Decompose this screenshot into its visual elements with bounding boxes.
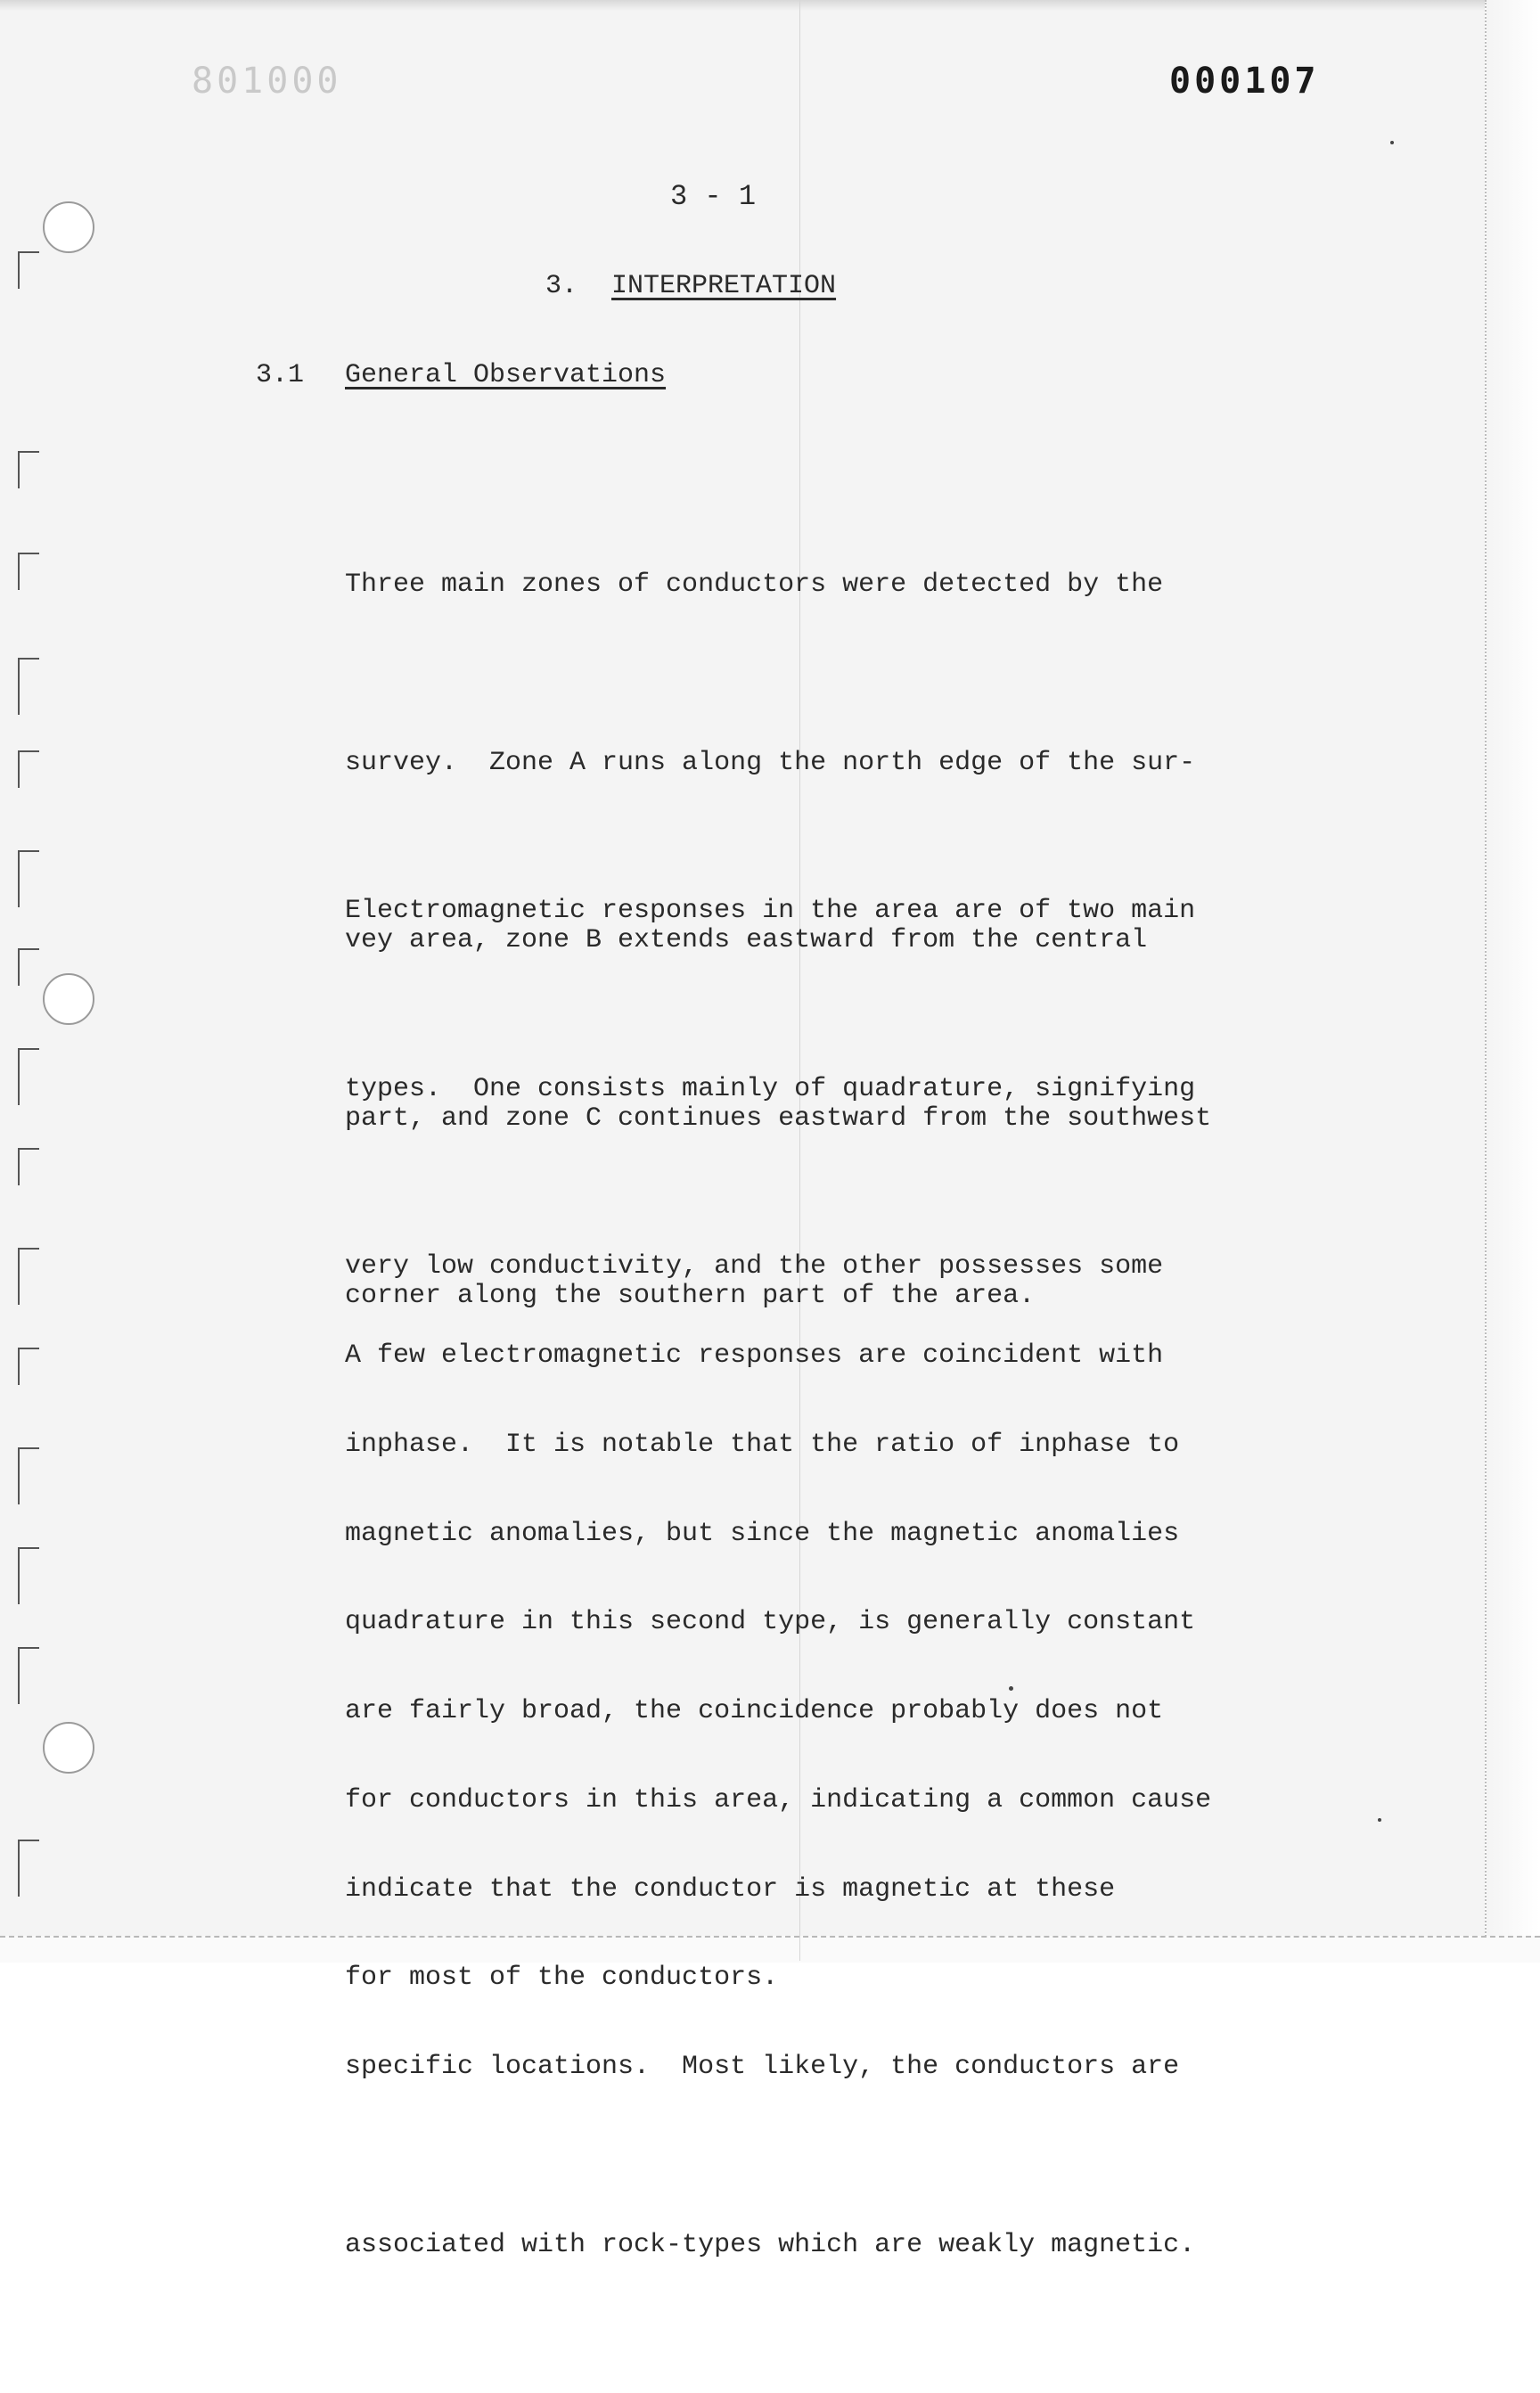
subsection-heading bbox=[256, 360, 666, 390]
subsection-number: 3.1 bbox=[256, 360, 305, 390]
punch-hole bbox=[43, 1722, 94, 1774]
paragraph-line: vey area, zone B extends eastward from the central bbox=[345, 925, 1148, 955]
paragraph-line: for most of the conductors. bbox=[345, 1963, 779, 1993]
binder-tick bbox=[18, 1248, 39, 1305]
binder-tick bbox=[18, 1547, 39, 1604]
binder-tick bbox=[18, 1348, 39, 1385]
paragraph-line: corner along the southern part of the area. bbox=[345, 1281, 1036, 1311]
binder-tick bbox=[18, 1840, 39, 1897]
binder-tick bbox=[18, 948, 39, 986]
paragraph bbox=[345, 1208, 1334, 2393]
section-number: 3. bbox=[545, 271, 578, 301]
paragraph-line: inphase. It is notable that the ratio of inphase to bbox=[345, 1429, 1180, 1460]
paragraph-line: very low conductivity, and the other possesses some bbox=[345, 1251, 1164, 1282]
scan-speck bbox=[1009, 1686, 1013, 1691]
scan-top-edge bbox=[0, 0, 1540, 11]
paragraph-line: specific locations. Most likely, the conductors are bbox=[345, 2052, 1180, 2082]
binder-tick bbox=[18, 1647, 39, 1704]
paragraph-line: part, and zone C continues eastward from the southwest bbox=[345, 1102, 1212, 1134]
scan-right-edge bbox=[1485, 0, 1540, 1961]
paragraph-line: survey. Zone A runs along the north edge of the sur- bbox=[345, 747, 1196, 778]
paragraph-line: for conductors in this area, indicating a common cause bbox=[345, 1784, 1212, 1815]
punch-hole bbox=[43, 201, 94, 253]
binder-tick bbox=[18, 553, 39, 590]
paragraph-line: magnetic anomalies, but since the magnetic anomalies bbox=[345, 1518, 1180, 1549]
paragraph-line: indicate that the conductor is magnetic at these bbox=[345, 1873, 1116, 1905]
paragraph-line: quadrature in this second type, is generally constant bbox=[345, 1607, 1196, 1637]
faded-document-number: 801000 bbox=[192, 61, 342, 102]
binder-tick bbox=[18, 251, 39, 289]
document-number: 000107 bbox=[1169, 61, 1320, 102]
section-heading bbox=[545, 271, 836, 301]
paragraph-line: types. One consists mainly of quadrature, signifying bbox=[345, 1073, 1196, 1104]
page-label: 3 - 1 bbox=[670, 180, 757, 213]
section-title: INTERPRETATION bbox=[611, 271, 837, 301]
binder-tick bbox=[18, 658, 39, 715]
binder-tick bbox=[18, 451, 39, 488]
binder-tick bbox=[18, 750, 39, 788]
subsection-title: General Observations bbox=[345, 360, 667, 390]
scan-speck bbox=[1390, 141, 1394, 144]
binder-tick bbox=[18, 1447, 39, 1504]
paragraph-line: Electromagnetic responses in the area are of two main bbox=[345, 896, 1196, 926]
paragraph-line: are fairly broad, the coincidence probably does not bbox=[345, 1696, 1164, 1726]
punch-hole bbox=[43, 973, 94, 1025]
paragraph-line: Three main zones of conductors were detected by the bbox=[345, 570, 1164, 600]
paragraph-line: A few electromagnetic responses are coincident with bbox=[345, 1340, 1164, 1371]
binder-tick bbox=[18, 1148, 39, 1185]
binder-tick bbox=[18, 1048, 39, 1105]
paragraph-line: associated with rock-types which are weakly magnetic. bbox=[345, 2229, 1196, 2260]
scan-speck bbox=[1378, 1818, 1381, 1822]
binder-tick bbox=[18, 850, 39, 907]
